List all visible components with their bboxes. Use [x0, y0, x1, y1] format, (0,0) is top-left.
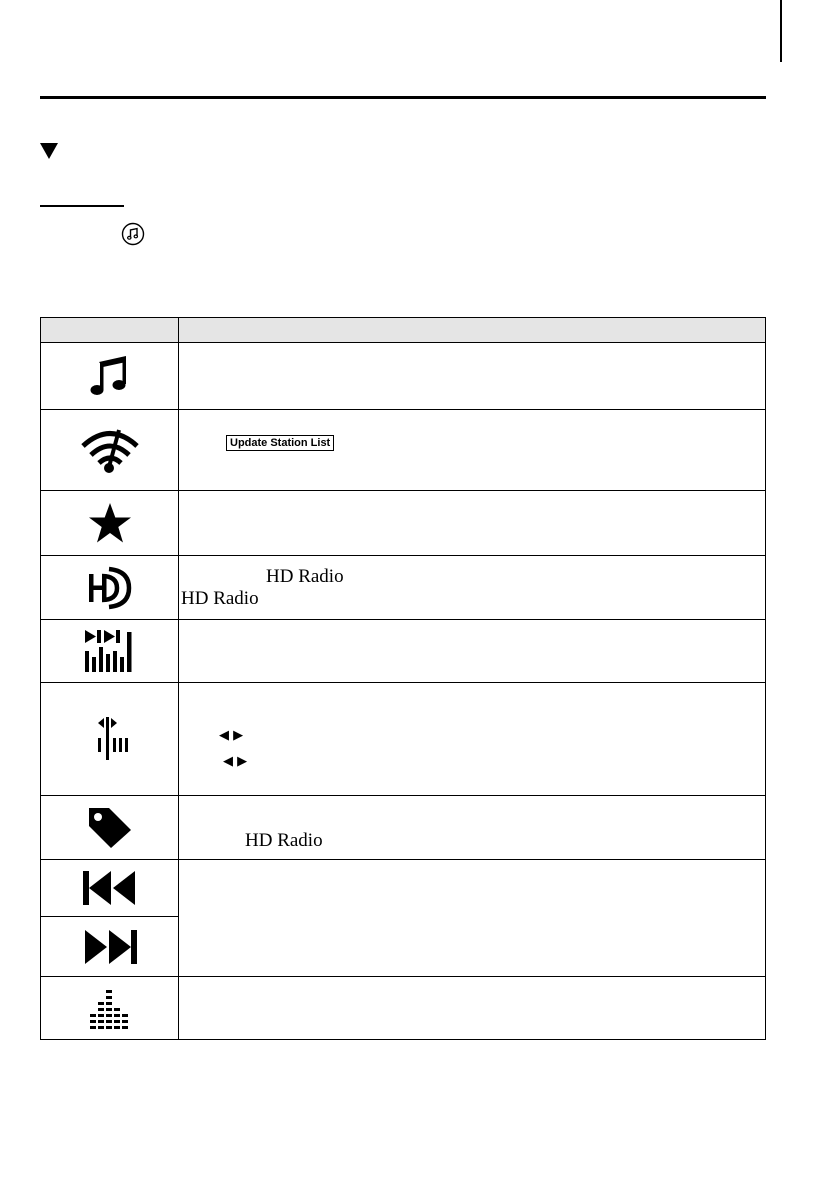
table-row	[41, 556, 766, 620]
update-station-list-button[interactable]: Update Station List	[226, 435, 334, 451]
triangle-marker-icon	[40, 143, 58, 159]
equalizer-description	[179, 977, 766, 1040]
table-row	[41, 977, 766, 1040]
hd-radio-text: HD Radio	[266, 566, 344, 587]
underlined-heading	[40, 205, 124, 207]
equalizer-icon	[85, 986, 135, 1030]
table-row	[41, 796, 766, 860]
icon-column-header	[41, 318, 179, 343]
hd-radio-text: HD Radio	[181, 588, 259, 609]
tune-arrows: ◀ ▶	[223, 754, 248, 769]
seek-forward-icon	[81, 928, 139, 966]
favorites-description	[179, 491, 766, 556]
hd-radio-text: HD Radio	[245, 830, 323, 851]
tune-icon	[88, 717, 132, 761]
page-edge-rule	[780, 0, 782, 62]
tune-description	[179, 683, 766, 796]
tag-icon	[85, 806, 135, 850]
table-header-row	[41, 318, 766, 343]
scan-icon	[82, 629, 138, 673]
table-row	[41, 491, 766, 556]
station-list-icon	[79, 425, 141, 475]
section-rule	[40, 96, 766, 99]
icon-table	[40, 317, 766, 1040]
scan-description	[179, 620, 766, 683]
music-note-icon	[90, 354, 130, 398]
description-column-header	[179, 318, 766, 343]
music-description	[179, 343, 766, 410]
tune-arrows: ◀ ▶	[219, 728, 244, 743]
hd-radio-icon	[87, 565, 133, 611]
station-list-description	[179, 410, 766, 491]
seek-back-icon	[81, 869, 139, 907]
tag-description	[179, 796, 766, 860]
favorites-star-icon	[88, 502, 132, 544]
table-row	[41, 343, 766, 410]
table-row	[41, 683, 766, 796]
hd-radio-description	[179, 556, 766, 620]
seek-description	[179, 860, 766, 977]
music-note-icon	[121, 222, 145, 246]
table-row	[41, 860, 766, 917]
table-row	[41, 410, 766, 491]
table-row	[41, 620, 766, 683]
